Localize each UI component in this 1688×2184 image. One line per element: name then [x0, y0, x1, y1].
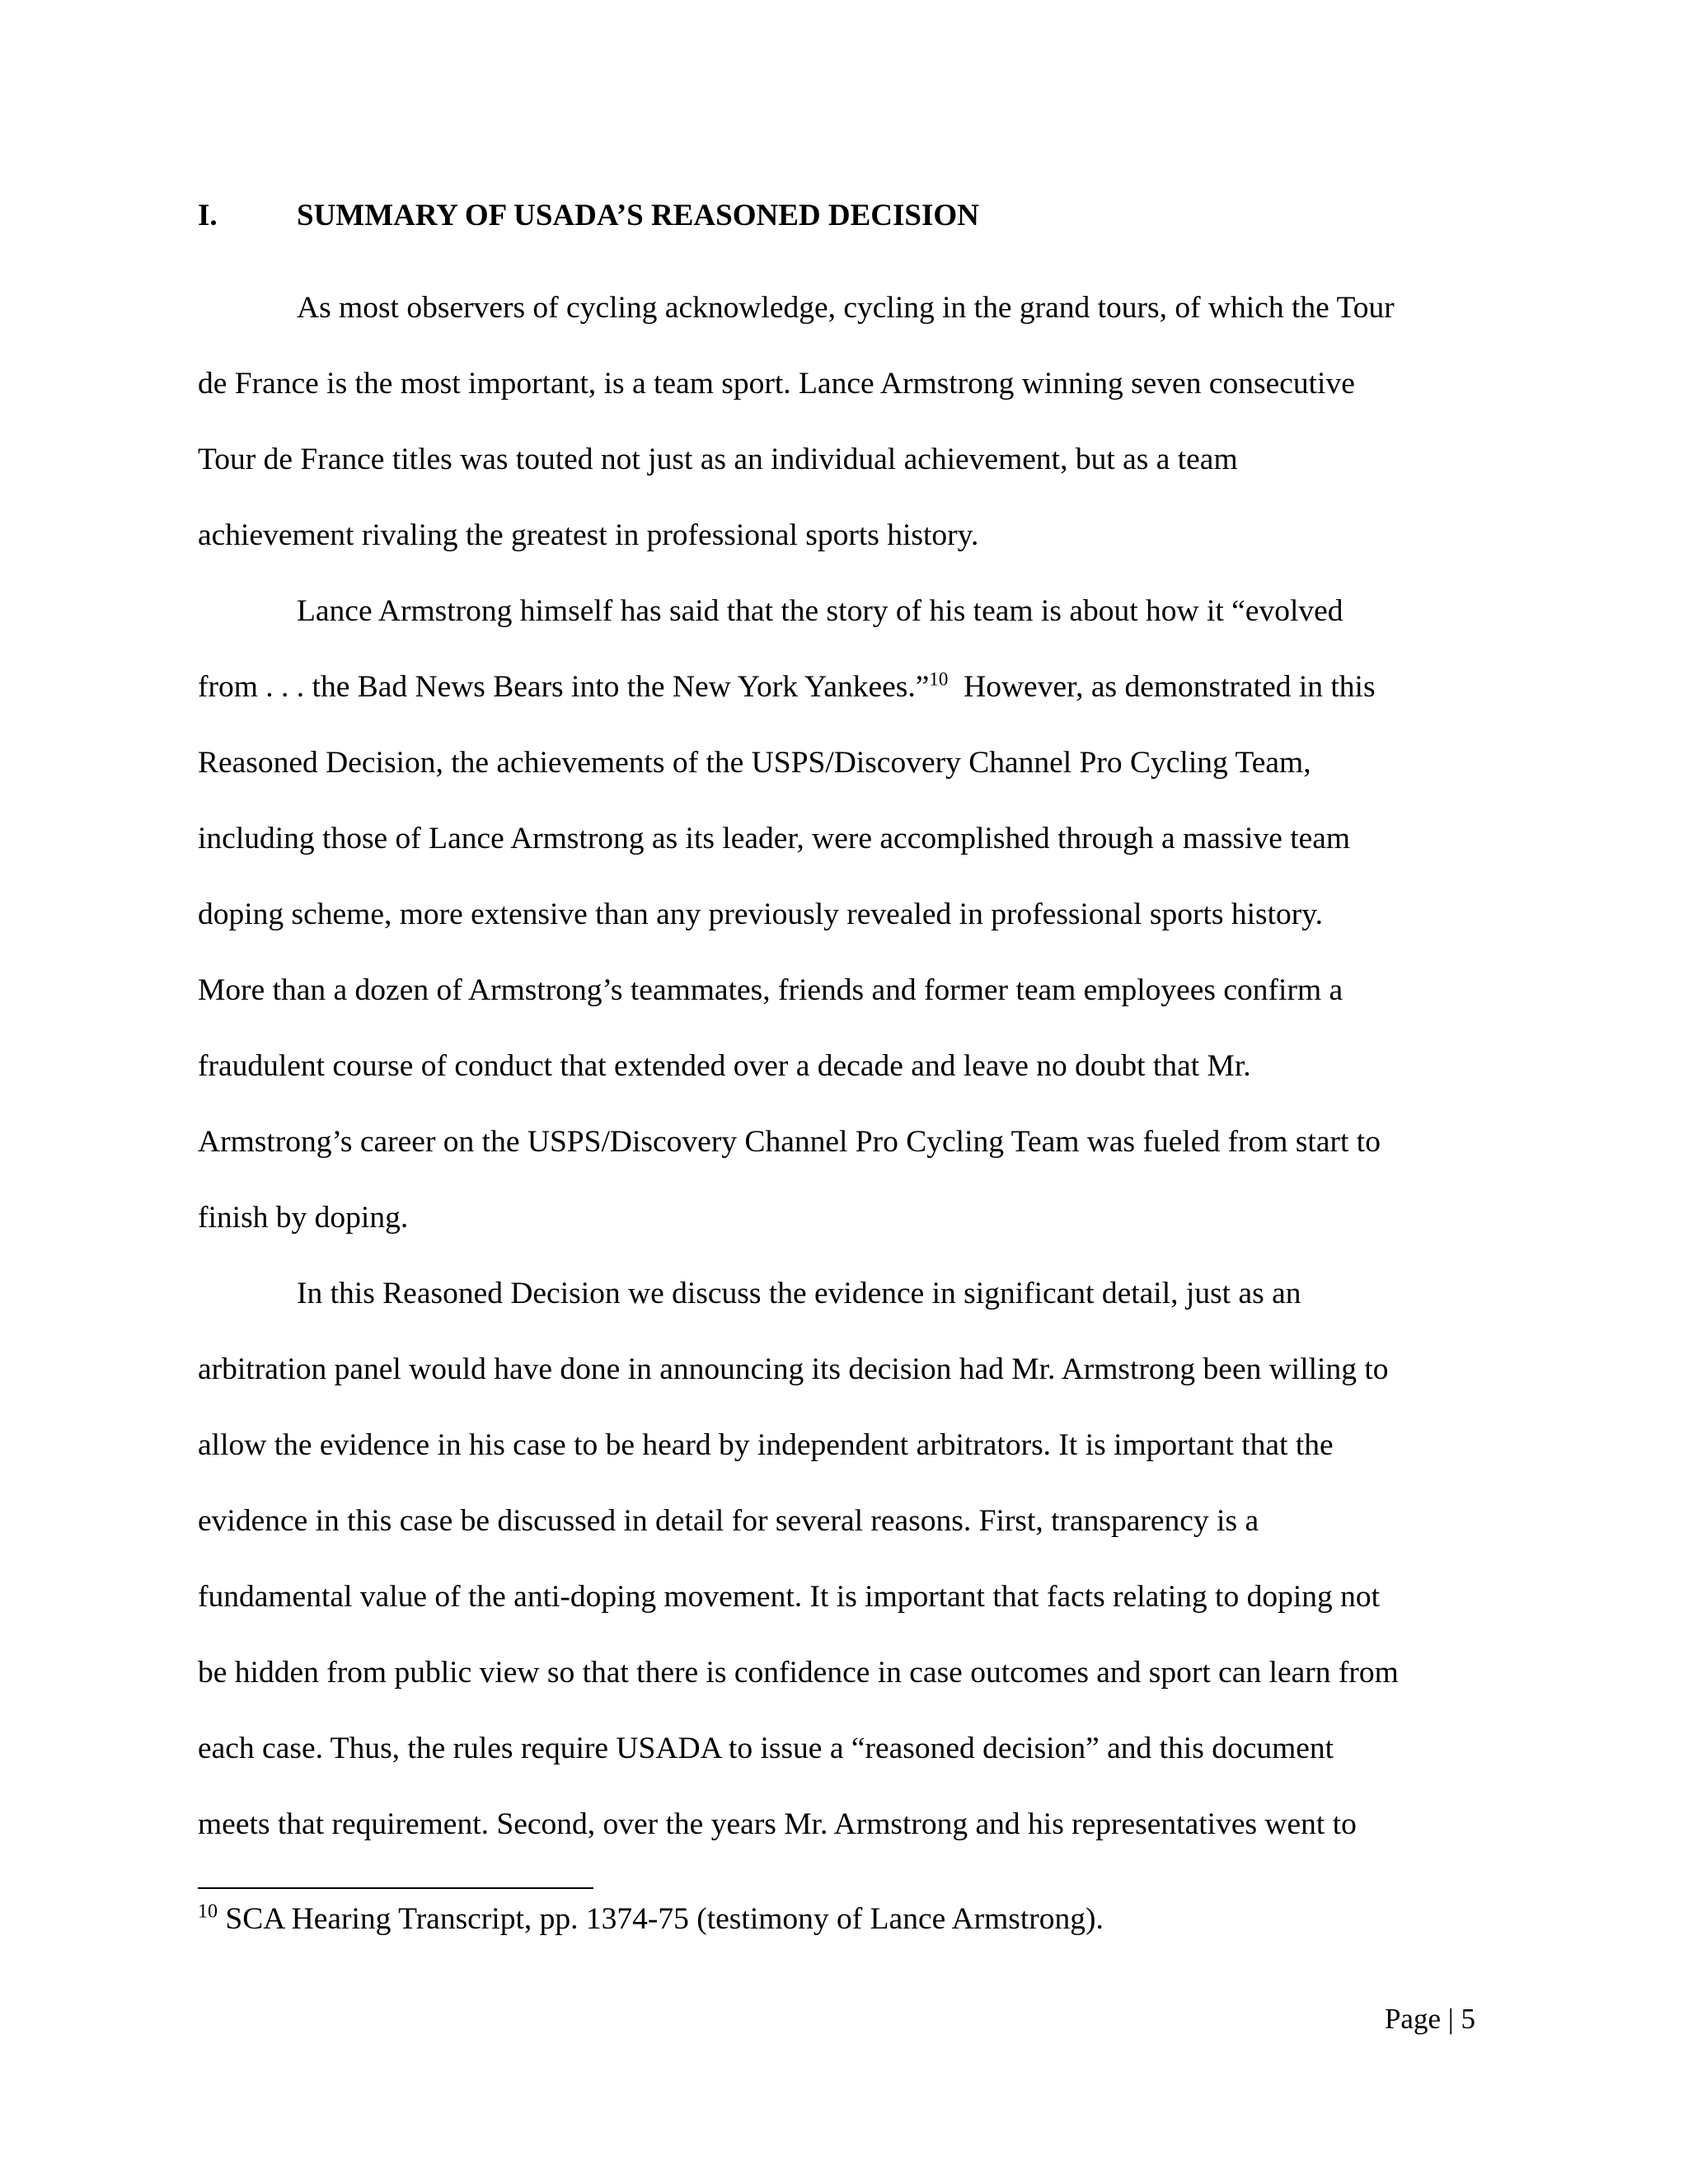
text-line: Armstrong’s career on the USPS/Discovery Channel Pro Cycling Team was fueled from start to: [198, 1125, 1381, 1159]
text-line-with-footnote-ref: [198, 649, 1500, 725]
text-line: finish by doping.: [198, 1201, 409, 1235]
text-line: Tour de France titles was touted not just as an individual achievement, but as a team: [198, 443, 1238, 476]
body-text: [198, 270, 1500, 1863]
text-line: evidence in this case be discussed in detail for several reasons. First, transparency is a: [198, 1504, 1259, 1538]
paragraph-3: [198, 1256, 1500, 1863]
text-line: be hidden from public view so that there is confidence in case outcomes and sport can learn from: [198, 1656, 1399, 1690]
text-line: de France is the most important, is a team sport. Lance Armstrong winning seven consecutive: [198, 367, 1355, 401]
text-line: including those of Lance Armstrong as its leader, were accomplished through a massive team: [198, 822, 1351, 855]
section-heading: [198, 196, 979, 236]
footnote: [198, 1900, 1104, 1939]
text-line: meets that requirement. Second, over the years Mr. Armstrong and his representatives went to: [198, 1807, 1357, 1841]
footnote-reference: 10: [929, 668, 949, 690]
page-number: Page | 5: [1384, 2003, 1475, 2035]
text-line: arbitration panel would have done in announcing its decision had Mr. Armstrong been willing to: [198, 1352, 1389, 1386]
text-line: achievement rivaling the greatest in professional sports history.: [198, 518, 979, 552]
text-line: doping scheme, more extensive than any previously revealed in professional sports history.: [198, 898, 1323, 931]
footnote-divider: [198, 1887, 593, 1889]
text-line: As most observers of cycling acknowledge, cycling in the grand tours, of which the Tour: [297, 291, 1395, 325]
text-line: Lance Armstrong himself has said that the story of his team is about how it “evolved: [297, 594, 1343, 628]
footnote-marker: 10: [198, 1900, 218, 1923]
text-segment: from . . . the Bad News Bears into the New York Yankees.”: [198, 670, 930, 704]
text-line: fundamental value of the anti-doping movement. It is important that facts relating to doping not: [198, 1580, 1381, 1614]
text-line: fraudulent course of conduct that extended over a decade and leave no doubt that Mr.: [198, 1049, 1251, 1083]
section-number: I.: [198, 199, 218, 232]
text-segment: However, as demonstrated in this: [948, 670, 1376, 704]
text-line: each case. Thus, the rules require USADA to issue a “reasoned decision” and this document: [198, 1732, 1334, 1765]
paragraph-2: [198, 574, 1500, 1256]
paragraph-1: [198, 270, 1500, 574]
footnote-text: SCA Hearing Transcript, pp. 1374-75 (testimony of Lance Armstrong).: [218, 1902, 1104, 1936]
text-line: Reasoned Decision, the achievements of the USPS/Discovery Channel Pro Cycling Team,: [198, 746, 1311, 780]
text-line: More than a dozen of Armstrong’s teammates, friends and former team employees confirm a: [198, 973, 1343, 1007]
section-title: SUMMARY OF USADA’S REASONED DECISION: [297, 199, 979, 232]
text-line: In this Reasoned Decision we discuss the evidence in significant detail, just as an: [297, 1277, 1301, 1310]
text-line: allow the evidence in his case to be heard by independent arbitrators. It is important that the: [198, 1428, 1334, 1462]
